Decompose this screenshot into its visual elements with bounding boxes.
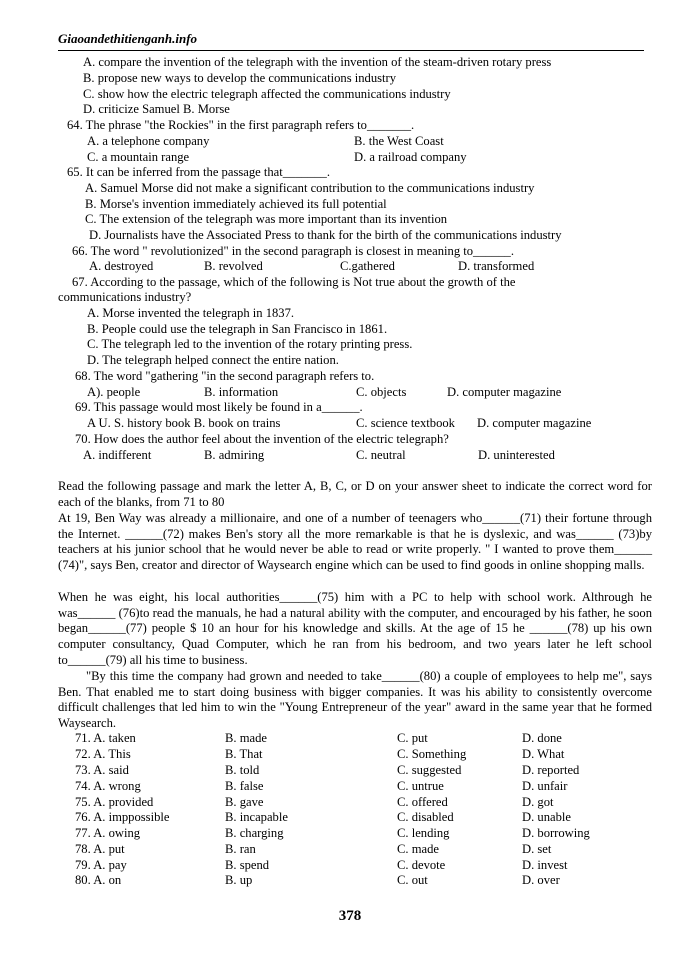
answer-74-a: 74. A. wrong bbox=[75, 779, 141, 793]
q68-option-b: B. information bbox=[204, 385, 279, 399]
answer-79-d: D. invest bbox=[522, 858, 568, 872]
answer-77-d: D. borrowing bbox=[522, 826, 590, 840]
answer-73-b: B. told bbox=[225, 763, 260, 777]
q64-stem: 64. The phrase "the Rockies" in the first paragraph refers to_______. bbox=[67, 118, 415, 132]
q65-option-b: B. Morse's invention immediately achieved its full potential bbox=[85, 197, 387, 211]
header-rule bbox=[58, 50, 644, 51]
answer-75-b: B. gave bbox=[225, 795, 264, 809]
q70-option-b: B. admiring bbox=[204, 448, 265, 462]
q63-option-b: B. propose new ways to develop the communications industry bbox=[83, 71, 397, 85]
answer-71-d: D. done bbox=[522, 731, 562, 745]
q67-option-c: C. The telegraph led to the invention of the rotary printing press. bbox=[87, 337, 413, 351]
answer-72-c: C. Something bbox=[397, 747, 467, 761]
q68-option-a: A). people bbox=[87, 385, 141, 399]
answer-80-b: B. up bbox=[225, 873, 253, 887]
q66-stem: 66. The word " revolutionized" in the second paragraph is closest in meaning to______. bbox=[72, 244, 514, 258]
q69-option-ab: A U. S. history book B. book on trains bbox=[87, 416, 281, 430]
q69-stem: 69. This passage would most likely be found in a______. bbox=[75, 400, 363, 414]
answer-80-a: 80. A. on bbox=[75, 873, 122, 887]
q70-option-c: C. neutral bbox=[356, 448, 406, 462]
q67-option-d: D. The telegraph helped connect the entire nation. bbox=[87, 353, 339, 367]
q69-option-c: C. science textbook bbox=[356, 416, 455, 430]
answer-78-b: B. ran bbox=[225, 842, 256, 856]
answer-73-c: C. suggested bbox=[397, 763, 462, 777]
q64-option-b: B. the West Coast bbox=[354, 134, 444, 148]
site-header: Giaoandethitienganh.info bbox=[58, 31, 198, 46]
answer-72-b: B. That bbox=[225, 747, 263, 761]
q70-option-d: D. uninterested bbox=[478, 448, 555, 462]
answer-75-c: C. offered bbox=[397, 795, 448, 809]
answer-76-b: B. incapable bbox=[225, 810, 288, 824]
answer-78-d: D. set bbox=[522, 842, 552, 856]
answer-71-c: C. put bbox=[397, 731, 428, 745]
answer-74-d: D. unfair bbox=[522, 779, 568, 793]
answer-80-c: C. out bbox=[397, 873, 428, 887]
answer-71-a: 71. A. taken bbox=[75, 731, 136, 745]
answer-71-b: B. made bbox=[225, 731, 267, 745]
answer-80-d: D. over bbox=[522, 873, 560, 887]
answer-77-a: 77. A. owing bbox=[75, 826, 141, 840]
answer-77-b: B. charging bbox=[225, 826, 284, 840]
answer-73-a: 73. A. said bbox=[75, 763, 129, 777]
q63-option-c: C. show how the electric telegraph affected the communications industry bbox=[83, 87, 451, 101]
q65-option-c: C. The extension of the telegraph was more important than its invention bbox=[85, 212, 448, 226]
q65-stem: 65. It can be inferred from the passage that_______. bbox=[67, 165, 330, 179]
answer-76-d: D. unable bbox=[522, 810, 571, 824]
answer-76-c: C. disabled bbox=[397, 810, 454, 824]
q70-stem: 70. How does the author feel about the invention of the electric telegraph? bbox=[75, 432, 449, 446]
q67-option-b: B. People could use the telegraph in San Francisco in 1861. bbox=[87, 322, 388, 336]
q64-option-a: A. a telephone company bbox=[87, 134, 210, 148]
answer-79-a: 79. A. pay bbox=[75, 858, 127, 872]
q63-option-d: D. criticize Samuel B. Morse bbox=[83, 102, 230, 116]
passage-paragraph-1: At 19, Ben Way was already a millionaire, and one of a number of teenagers who______(71) their fortune through the Internet. ______(72) makes Ben's story all the more remarkable is that he is dyslexic, and was______ (73)by teachers at his junior school that he would never be able to read or write properly. " I wanted to prove them______ (74)", says Ben, creator and director of Waysearch engine which can be used to find goods in online shopping malls. bbox=[58, 511, 652, 573]
passage-paragraph-2: When he was eight, his local authorities______(75) him with a PC to help with school work. Althrough he was______ (76)to read the manuals, he had a natural ability with the computer, and encouraged by his father, he soon began______(77) people $ 10 an hour for his knowledge and skills. At the age of 15 he ______(78) up his own computer consultancy, Quad Computer, which he ran from his bedroom, and two years later he left school to______(79) all his time to business. bbox=[58, 590, 652, 667]
q67-stem-line1: 67. According to the passage, which of the following is Not true about the growth of the bbox=[72, 275, 516, 289]
q65-option-d: D. Journalists have the Associated Press to thank for the birth of the communications industry bbox=[89, 228, 562, 242]
answer-77-c: C. lending bbox=[397, 826, 450, 840]
answer-79-c: C. devote bbox=[397, 858, 446, 872]
q63-option-a: A. compare the invention of the telegraph with the invention of the steam-driven rotary press bbox=[83, 55, 552, 69]
answer-78-a: 78. A. put bbox=[75, 842, 125, 856]
q67-stem-line2: communications industry? bbox=[58, 290, 192, 304]
answer-74-b: B. false bbox=[225, 779, 264, 793]
answer-72-d: D. What bbox=[522, 747, 565, 761]
q69-option-d: D. computer magazine bbox=[477, 416, 592, 430]
q68-option-d: D. computer magazine bbox=[447, 385, 562, 399]
q68-option-c: C. objects bbox=[356, 385, 407, 399]
answer-76-a: 76. A. imppossible bbox=[75, 810, 170, 824]
answer-72-a: 72. A. This bbox=[75, 747, 131, 761]
answer-74-c: C. untrue bbox=[397, 779, 444, 793]
q66-option-a: A. destroyed bbox=[89, 259, 154, 273]
q64-option-d: D. a railroad company bbox=[354, 150, 467, 164]
q66-option-b: B. revolved bbox=[204, 259, 263, 273]
q68-stem: 68. The word "gathering "in the second paragraph refers to. bbox=[75, 369, 375, 383]
page-number: 378 bbox=[338, 908, 362, 924]
answer-75-d: D. got bbox=[522, 795, 554, 809]
passage-paragraph-3: "By this time the company had grown and needed to take______(80) a couple of employees to help me", says Ben. That enabled me to start doing business with bigger companies. It was his ability to consistently overcome difficult challenges that led him to win the "Young Entrepreneur of the year" award in the same year that he formed Waysearch. bbox=[58, 669, 652, 731]
q65-option-a: A. Samuel Morse did not make a significant contribution to the communications industry bbox=[85, 181, 535, 195]
q67-option-a: A. Morse invented the telegraph in 1837. bbox=[87, 306, 295, 320]
q66-option-c: C.gathered bbox=[340, 259, 395, 273]
answer-78-c: C. made bbox=[397, 842, 439, 856]
answer-75-a: 75. A. provided bbox=[75, 795, 154, 809]
q64-option-c: C. a mountain range bbox=[87, 150, 190, 164]
q70-option-a: A. indifferent bbox=[83, 448, 152, 462]
q66-option-d: D. transformed bbox=[458, 259, 535, 273]
answer-79-b: B. spend bbox=[225, 858, 270, 872]
answer-73-d: D. reported bbox=[522, 763, 580, 777]
passage-instructions: Read the following passage and mark the letter A, B, C, or D on your answer sheet to indicate the correct word for each of the blanks, from 71 to 80 bbox=[58, 479, 652, 509]
